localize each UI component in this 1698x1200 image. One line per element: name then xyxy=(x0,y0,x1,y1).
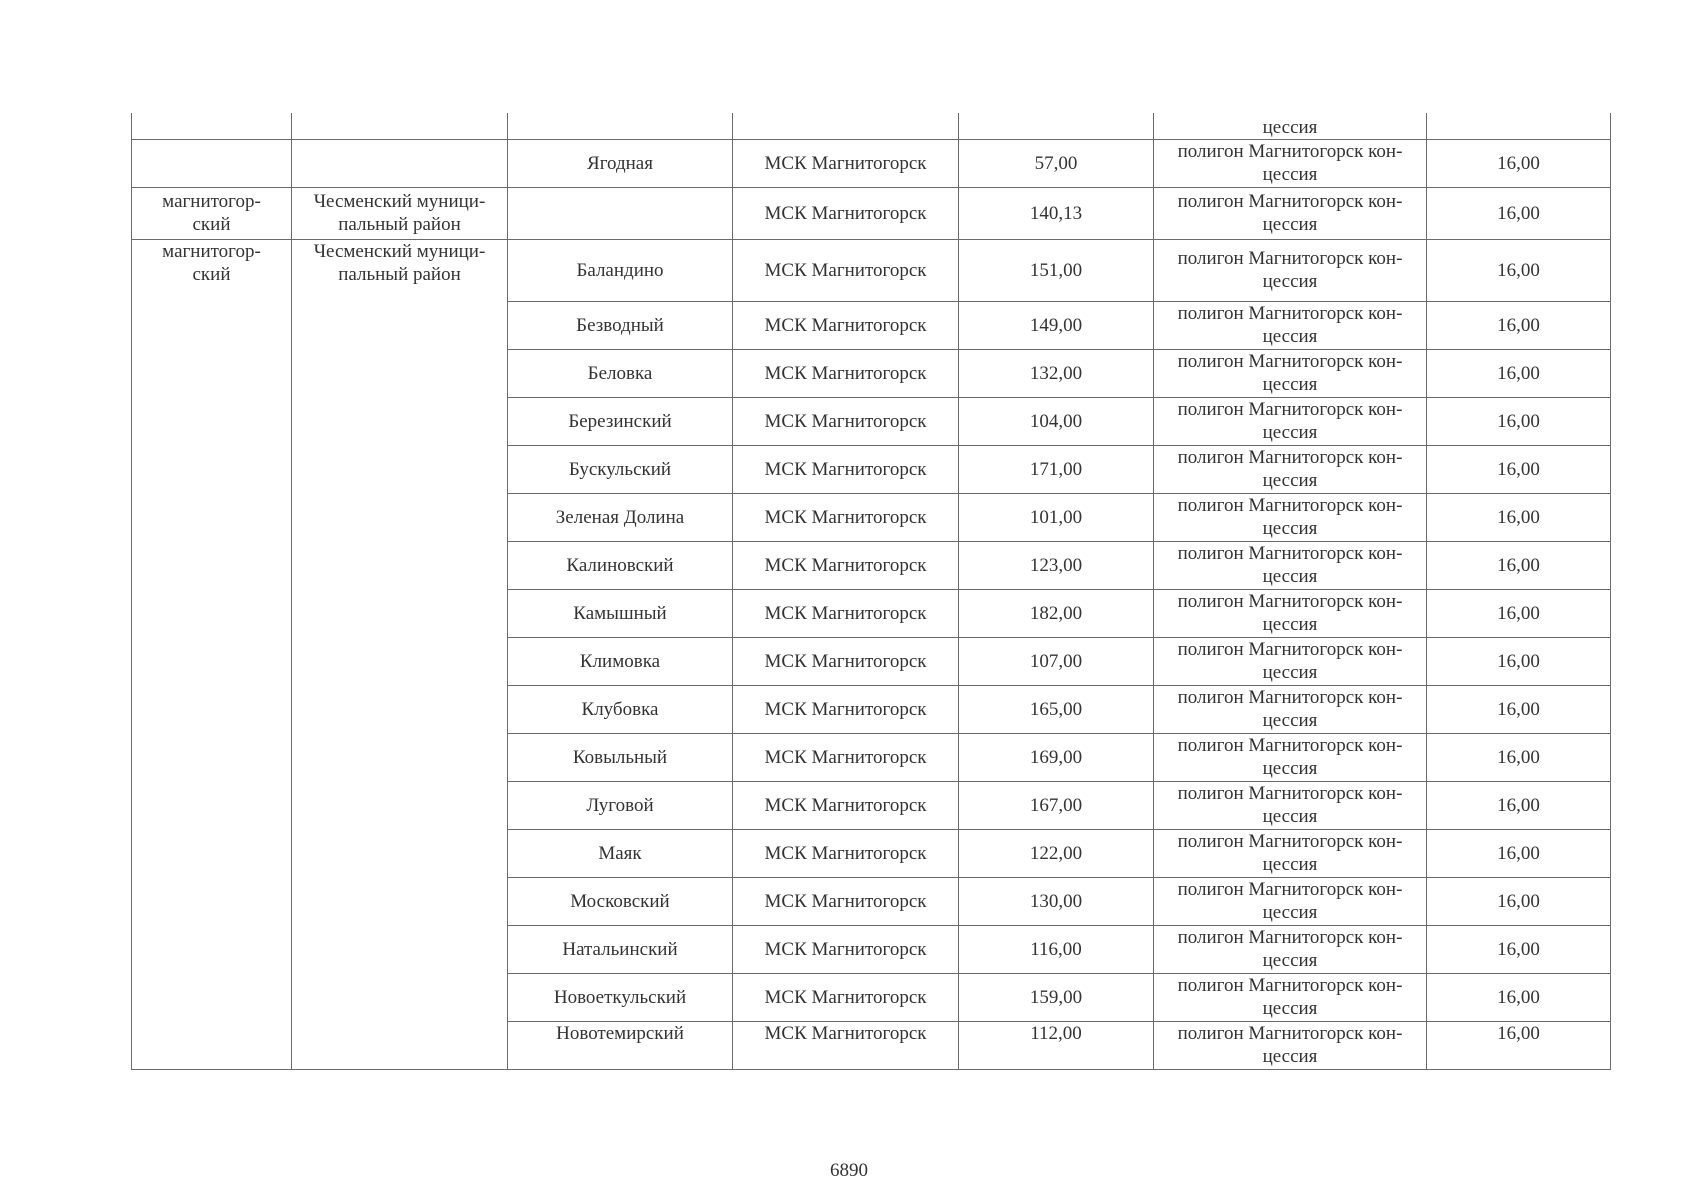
cell-tariff: 16,00 xyxy=(1427,589,1611,637)
facility-line2: цессия xyxy=(1262,470,1318,491)
facility-line1: полигон Магнитогорск кон- xyxy=(1177,543,1403,564)
cell-district xyxy=(292,187,508,239)
cell-zone xyxy=(132,187,292,239)
cell-tariff: 16,00 xyxy=(1427,829,1611,877)
cell-settlement: Московский xyxy=(508,877,733,925)
cell-facility xyxy=(1154,187,1427,239)
cell-settlement: Камышный xyxy=(508,589,733,637)
cell-distance: 112,00 xyxy=(959,1021,1154,1069)
cell-distance: 123,00 xyxy=(959,541,1154,589)
cell-distance: 122,00 xyxy=(959,829,1154,877)
cell-distance: 132,00 xyxy=(959,349,1154,397)
cell-facility xyxy=(1154,733,1427,781)
cell-operator: МСК Магнитогорск xyxy=(733,397,959,445)
zone-line2: ский xyxy=(192,263,231,285)
cell-zone xyxy=(132,139,292,187)
cell-settlement: Беловка xyxy=(508,349,733,397)
cell-operator: МСК Магнитогорск xyxy=(733,301,959,349)
cell-tariff: 16,00 xyxy=(1427,1021,1611,1069)
cell-tariff: 16,00 xyxy=(1427,239,1611,301)
cell-operator: МСК Магнитогорск xyxy=(733,685,959,733)
facility-line2: цессия xyxy=(1262,164,1318,185)
cell-facility xyxy=(1154,349,1427,397)
cell-settlement: Березинский xyxy=(508,397,733,445)
cell-facility xyxy=(1154,589,1427,637)
cell-district xyxy=(292,113,508,139)
district-line1: Чесменский муници- xyxy=(313,240,486,262)
facility-line2: цессия xyxy=(1262,214,1318,235)
cell-facility: цессия xyxy=(1154,113,1427,139)
table-row xyxy=(132,139,1611,187)
cell-tariff: 16,00 xyxy=(1427,541,1611,589)
cell-settlement: Новоеткульский xyxy=(508,973,733,1021)
cell-tariff: 16,00 xyxy=(1427,301,1611,349)
cell-settlement: Зеленая Долина xyxy=(508,493,733,541)
cell-settlement: Натальинский xyxy=(508,925,733,973)
cell-facility xyxy=(1154,829,1427,877)
cell-distance: 140,13 xyxy=(959,187,1154,239)
facility-line2: цессия xyxy=(1262,614,1318,635)
cell-district xyxy=(292,139,508,187)
district-line2: пальный район xyxy=(338,263,461,285)
cell-distance xyxy=(959,113,1154,139)
facility-line2: цессия xyxy=(1262,326,1318,347)
cell-settlement: Клубовка xyxy=(508,685,733,733)
district-line1: Чесменский муници- xyxy=(313,191,486,212)
cell-facility xyxy=(1154,445,1427,493)
facility-line1: полигон Магнитогорск кон- xyxy=(1177,831,1403,852)
cell-distance: 159,00 xyxy=(959,973,1154,1021)
cell-facility xyxy=(1154,301,1427,349)
facility-line2: цессия xyxy=(1262,271,1318,292)
cell-operator: МСК Магнитогорск xyxy=(733,637,959,685)
facility-line2: цессия xyxy=(1262,854,1318,875)
cell-facility xyxy=(1154,1021,1427,1069)
cell-settlement: Безводный xyxy=(508,301,733,349)
cell-facility xyxy=(1154,397,1427,445)
facility-line1: полигон Магнитогорск кон- xyxy=(1177,879,1403,900)
cell-facility xyxy=(1154,685,1427,733)
tariff-table xyxy=(131,113,1611,1070)
cell-facility xyxy=(1154,973,1427,1021)
facility-line1: полигон Магнитогорск кон- xyxy=(1177,351,1403,372)
cell-zone xyxy=(132,239,292,1069)
cell-distance: 151,00 xyxy=(959,239,1154,301)
cell-facility xyxy=(1154,781,1427,829)
zone-line1: магнитогор- xyxy=(162,191,261,212)
cell-operator: МСК Магнитогорск xyxy=(733,239,959,301)
cell-operator: МСК Магнитогорск xyxy=(733,781,959,829)
facility-line2: цессия xyxy=(1262,566,1318,587)
cell-distance: 57,00 xyxy=(959,139,1154,187)
cell-operator: МСК Магнитогорск xyxy=(733,589,959,637)
cell-distance: 169,00 xyxy=(959,733,1154,781)
cell-distance: 116,00 xyxy=(959,925,1154,973)
cell-settlement: Ягодная xyxy=(508,139,733,187)
facility-line1: полигон Магнитогорск кон- xyxy=(1177,303,1403,324)
cell-tariff: 16,00 xyxy=(1427,685,1611,733)
cell-distance: 167,00 xyxy=(959,781,1154,829)
cell-district xyxy=(292,239,508,1069)
cell-tariff: 16,00 xyxy=(1427,139,1611,187)
cell-operator: МСК Магнитогорск xyxy=(733,349,959,397)
zone-line1: магнитогор- xyxy=(162,240,261,262)
cell-settlement: Маяк xyxy=(508,829,733,877)
cell-distance: 165,00 xyxy=(959,685,1154,733)
cell-facility xyxy=(1154,877,1427,925)
cell-tariff: 16,00 xyxy=(1427,187,1611,239)
facility-line1: полигон Магнитогорск кон- xyxy=(1177,1022,1403,1044)
cell-tariff: 16,00 xyxy=(1427,877,1611,925)
cell-tariff: 16,00 xyxy=(1427,973,1611,1021)
table-row xyxy=(132,239,1611,301)
facility-line1: полигон Магнитогорск кон- xyxy=(1177,248,1403,269)
cell-settlement xyxy=(508,113,733,139)
cell-settlement: Баландино xyxy=(508,239,733,301)
cell-tariff: 16,00 xyxy=(1427,493,1611,541)
cell-settlement: Луговой xyxy=(508,781,733,829)
cell-operator: МСК Магнитогорск xyxy=(733,877,959,925)
facility-line2: цессия xyxy=(1262,950,1318,971)
page-number: 6890 xyxy=(830,1160,868,1181)
table-row xyxy=(132,187,1611,239)
cell-operator: МСК Магнитогорск xyxy=(733,493,959,541)
cell-distance: 149,00 xyxy=(959,301,1154,349)
cell-facility xyxy=(1154,139,1427,187)
facility-line2: цессия xyxy=(1262,806,1318,827)
cell-distance: 107,00 xyxy=(959,637,1154,685)
facility-line2: цессия xyxy=(1262,998,1318,1019)
facility-line1: полигон Магнитогорск кон- xyxy=(1177,447,1403,468)
zone-line2: ский xyxy=(192,214,231,235)
cell-distance: 104,00 xyxy=(959,397,1154,445)
cell-facility xyxy=(1154,637,1427,685)
district-line2: пальный район xyxy=(338,214,461,235)
cell-tariff: 16,00 xyxy=(1427,445,1611,493)
cell-settlement: Климовка xyxy=(508,637,733,685)
cell-tariff: 16,00 xyxy=(1427,637,1611,685)
cell-tariff: 16,00 xyxy=(1427,733,1611,781)
cell-operator: МСК Магнитогорск xyxy=(733,925,959,973)
cell-tariff: 16,00 xyxy=(1427,925,1611,973)
cell-settlement: Ковыльный xyxy=(508,733,733,781)
facility-line2: цессия xyxy=(1262,758,1318,779)
facility-line2: цессия xyxy=(1262,422,1318,443)
cell-operator: МСК Магнитогорск xyxy=(733,445,959,493)
facility-line1: полигон Магнитогорск кон- xyxy=(1177,495,1403,516)
facility-line1: полигон Магнитогорск кон- xyxy=(1177,687,1403,708)
cell-tariff: 16,00 xyxy=(1427,349,1611,397)
cell-operator: МСК Магнитогорск xyxy=(733,973,959,1021)
continuation-row xyxy=(132,113,1611,139)
facility-line1: полигон Магнитогорск кон- xyxy=(1177,141,1403,162)
cell-distance: 130,00 xyxy=(959,877,1154,925)
facility-line1: полигон Магнитогорск кон- xyxy=(1177,399,1403,420)
cell-facility xyxy=(1154,239,1427,301)
cell-operator: МСК Магнитогорск xyxy=(733,541,959,589)
cell-settlement: Бускульский xyxy=(508,445,733,493)
facility-line1: полигон Магнитогорск кон- xyxy=(1177,639,1403,660)
cell-tariff xyxy=(1427,113,1611,139)
cell-facility xyxy=(1154,541,1427,589)
cell-distance: 182,00 xyxy=(959,589,1154,637)
facility-line1: полигон Магнитогорск кон- xyxy=(1177,735,1403,756)
facility-line1: полигон Магнитогорск кон- xyxy=(1177,191,1403,212)
cell-settlement xyxy=(508,187,733,239)
cell-facility xyxy=(1154,925,1427,973)
cell-tariff: 16,00 xyxy=(1427,781,1611,829)
cell-distance: 171,00 xyxy=(959,445,1154,493)
facility-line2: цессия xyxy=(1262,374,1318,395)
cell-operator: МСК Магнитогорск xyxy=(733,829,959,877)
cell-settlement: Калиновский xyxy=(508,541,733,589)
facility-line2: цессия xyxy=(1262,518,1318,539)
facility-line2: цессия xyxy=(1262,662,1318,683)
facility-line1: полигон Магнитогорск кон- xyxy=(1177,975,1403,996)
cell-facility xyxy=(1154,493,1427,541)
cell-operator: МСК Магнитогорск xyxy=(733,139,959,187)
cell-tariff: 16,00 xyxy=(1427,397,1611,445)
cell-operator xyxy=(733,113,959,139)
facility-line2: цессия xyxy=(1262,902,1318,923)
cell-distance: 101,00 xyxy=(959,493,1154,541)
cell-zone xyxy=(132,113,292,139)
cell-operator: МСК Магнитогорск xyxy=(733,733,959,781)
facility-line2: цессия xyxy=(1262,1045,1318,1067)
cell-settlement: Новотемирский xyxy=(508,1021,733,1069)
facility-line1: полигон Магнитогорск кон- xyxy=(1177,927,1403,948)
cell-operator: МСК Магнитогорск xyxy=(733,187,959,239)
cell-operator: МСК Магнитогорск xyxy=(733,1021,959,1069)
facility-line1: полигон Магнитогорск кон- xyxy=(1177,591,1403,612)
facility-line1: полигон Магнитогорск кон- xyxy=(1177,783,1403,804)
facility-line2: цессия xyxy=(1262,710,1318,731)
